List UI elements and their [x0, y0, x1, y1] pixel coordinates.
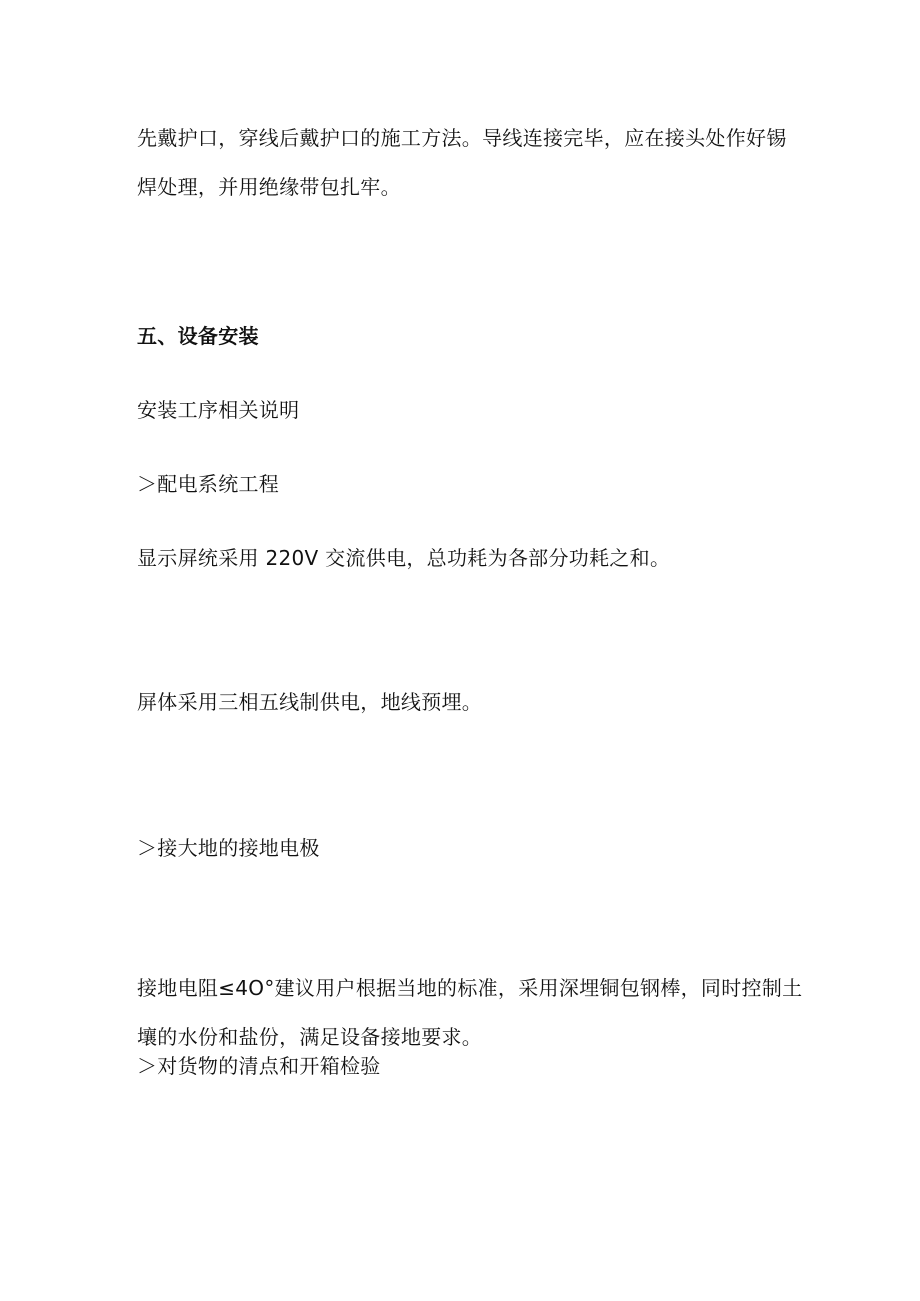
item-power-system: ＞配电系统工程 [137, 472, 280, 496]
paragraph-1-line-1: 先戴护口，穿线后戴护口的施工方法。导线连接完毕，应在接头处作好锡 [137, 126, 787, 150]
item-grounding: ＞接大地的接地电极 [137, 836, 320, 860]
grounding-paragraph-line-1: 接地电阻≤4O°建议用户根据当地的标准，采用深埋铜包钢棒，同时控制土 [137, 976, 803, 1000]
item-inspection: ＞对货物的清点和开箱检验 [137, 1054, 381, 1078]
section-heading: 五、设备安装 [137, 324, 259, 348]
three-phase-text: 屏体采用三相五线制供电，地线预埋。 [137, 690, 483, 714]
paragraph-1-line-2: 焊处理，并用绝缘带包扎牢。 [137, 175, 401, 199]
grounding-paragraph-line-2: 壤的水份和盐份，满足设备接地要求。 [137, 1025, 483, 1049]
subheading: 安装工序相关说明 [137, 398, 300, 422]
power-supply-text: 显示屏统采用 220V 交流供电，总功耗为各部分功耗之和。 [137, 546, 671, 570]
